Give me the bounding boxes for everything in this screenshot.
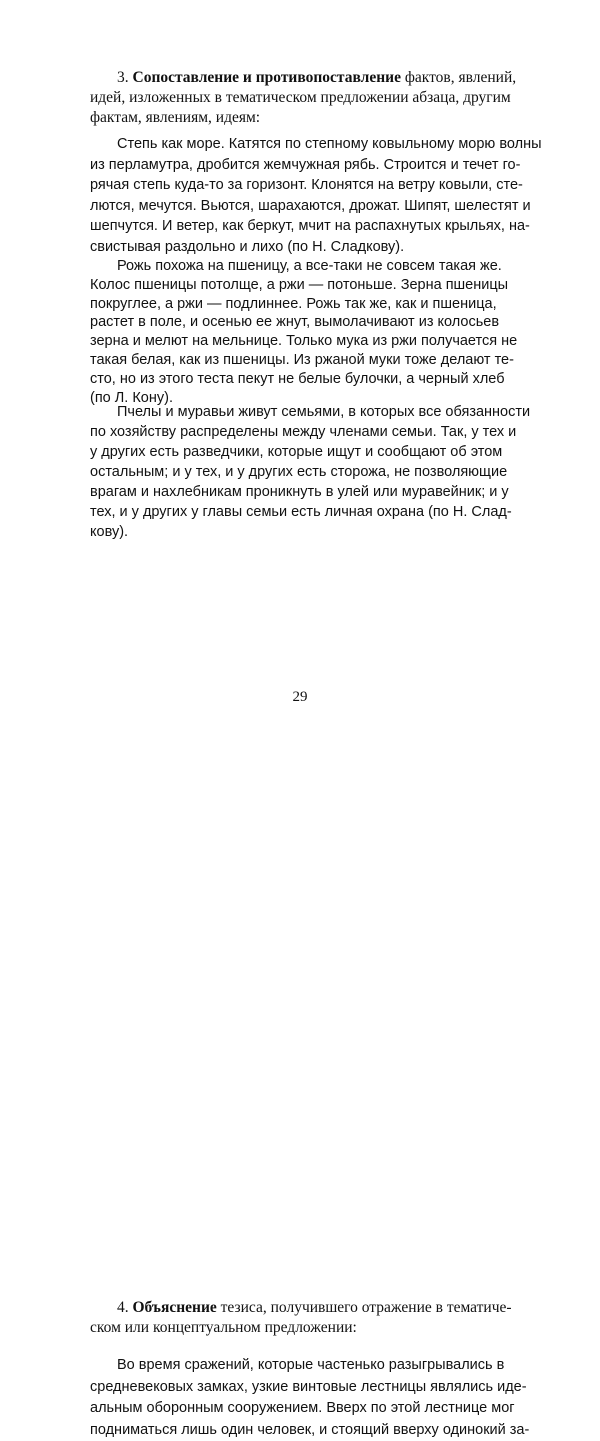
section-3-line-2: идей, изложенных в тематическом предложении абзаца, другим <box>90 89 511 106</box>
paragraph-line: Колос пшеницы потолще, а ржи — потоньше. Зерна пшеницы <box>90 276 509 293</box>
paragraph-line: лются, мечутся. Вьются, шарахаются, дрожат. Шипят, шелестят и <box>90 197 531 214</box>
paragraph-line: Рожь похожа на пшеницу, а все-таки не совсем такая же. <box>117 258 502 274</box>
paragraph-line: врагам и нахлебникам проникнуть в улей или муравейник; и у <box>90 484 509 500</box>
paragraph-line: по хозяйству распределены между членами семьи. Так, у тех и <box>90 424 517 440</box>
paragraph-line: сто, но из этого теста пекут не белые булочки, а черный хлеб <box>90 370 505 387</box>
paragraph-line: покруглее, а ржи — подлиннее. Рожь так же, как и пшеница, <box>90 295 497 312</box>
paragraph-line: тех, и у других у главы семьи есть личная охрана (по Н. Слад- <box>90 504 512 520</box>
section-3-line-3: фактам, явлениям, идеям: <box>90 109 261 126</box>
paragraph-line: такая белая, как из пшеницы. Из ржаной муки тоже делают те- <box>90 352 514 368</box>
paragraph-line: рячая степь куда-то за горизонт. Клонятся на ветру ковыли, сте- <box>90 177 523 193</box>
page-number: 29 <box>292 689 308 705</box>
section-4-term: Объяснение <box>132 1299 217 1316</box>
paragraph-line: Во время сражений, которые частенько разыгрывались в <box>117 1357 505 1373</box>
paragraph-line: средневековых замках, узкие винтовые лестницы являлись иде- <box>90 1378 527 1395</box>
paragraph-line: из перламутра, дробится жемчужная рябь. Строится и течет го- <box>90 156 521 173</box>
paragraph-line: растет в поле, и осенью ее жнут, вымолачивают из колосьев <box>90 314 500 331</box>
paragraph-line: шепчутся. И ветер, как беркут, мчит на распахнутых крыльях, на- <box>90 218 530 234</box>
paragraph-line: свистывая раздольно и лихо (по Н. Сладкову). <box>90 238 405 255</box>
paragraph-line: кову). <box>90 524 129 540</box>
section-3-line-1: 3. Сопоставление и противопоставление фактов, явлений, <box>117 69 517 86</box>
paragraph-line: зерна и мелют на мельнице. Только мука из ржи получается не <box>90 333 518 350</box>
paragraph-line: Степь как море. Катятся по степному ковыльному морю волны <box>117 136 542 152</box>
paragraph-line: альным оборонным сооружением. Вверх по этой лестнице мог <box>90 1400 515 1416</box>
section-4-line-2: ском или концептуальном предложении: <box>90 1319 357 1336</box>
paragraph-line: подниматься лишь один человек, и стоящий вверху одинокий за- <box>90 1421 530 1438</box>
paragraph-line: у других есть разведчики, которые ищут и сообщают об этом <box>90 444 503 460</box>
paragraph-line: Пчелы и муравьи живут семьями, в которых все обязанности <box>117 404 531 420</box>
paragraph-line: остальным; и у тех, и у других есть сторожа, не позволяющие <box>90 464 508 480</box>
section-4-line-1: 4. Объяснение тезиса, получившего отражение в тематиче- <box>117 1299 512 1316</box>
paragraph-line: (по Л. Кону). <box>90 389 173 406</box>
section-3-term: Сопоставление и противопоставление <box>132 69 401 86</box>
